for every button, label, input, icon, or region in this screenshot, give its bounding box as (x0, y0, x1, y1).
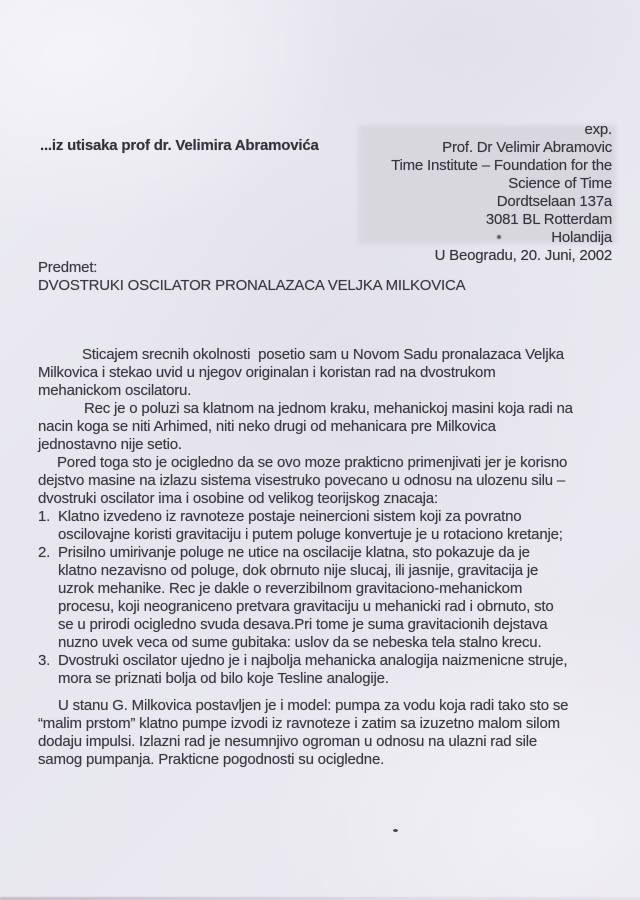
address-line: Dordtselaan 137a (496, 193, 612, 210)
text-line: U stanu G. Milkovica postavljen je i model: pumpa za vodu koja radi tako sto se (58, 697, 569, 714)
stray-dot-artifact (497, 235, 501, 239)
text-line: nacin koga se niti Arhimed, niti neko drugi od mehanicara pre Milkovica (38, 418, 496, 435)
paragraph (38, 346, 624, 400)
address-line: Science of Time (508, 175, 612, 192)
paragraph (38, 697, 624, 769)
text-line: dejstvo masine na izlazu sistema visestruko povecano u odnosu na ulozenu silu – (38, 472, 566, 489)
paragraph (38, 400, 624, 454)
paragraph (38, 454, 624, 508)
address-line: Prof. Dr Velimir Abramovic (442, 139, 612, 156)
text-line: Pored toga sto je ocigledno da se ovo moze prakticno primenjivati jer je korisno (57, 454, 568, 471)
text-line: Dvostruki oscilator ujedno je i najbolja mehanicka analogija naizmenicne struje, (58, 652, 568, 669)
subject-title: DVOSTRUKI OSCILATOR PRONALAZACA VELJKA MILKOVICA (38, 276, 466, 294)
text-line: jednostavno nije setio. (38, 436, 182, 453)
numbered-item (38, 544, 624, 652)
text-line: procesu, koji neograniceno pretvara gravitaciju u mehanicki rad i obrnuto, sto (58, 598, 554, 615)
text-line: oscilovajne koristi gravitaciju i putem poluge konvertuje je u rotaciono kretanje; (58, 526, 563, 543)
text-line: samog pumpanja. Prakticne pogodnosti su ocigledne. (38, 751, 385, 768)
text-line: Rec je o poluzi sa klatnom na jednom kraku, mehanickoj masini koja radi na (84, 400, 573, 417)
text-line: klatno nezavisno od poluge, dok obrnuto nije slucaj, ili jasnije, gravitacija je (58, 562, 539, 579)
text-line: Sticajem srecnih okolnosti posetio sam u Novom Sadu pronalazaca Veljka (82, 346, 564, 363)
item-number: 3. (38, 652, 51, 669)
item-number: 1. (38, 508, 51, 525)
text-line: “malim prstom” klatno pumpe izvodi iz ravnoteze i zatim sa izuzetno malom silom (38, 715, 560, 732)
numbered-item (38, 508, 624, 544)
address-exp-label: exp. (584, 121, 612, 138)
letter-body (38, 346, 624, 769)
numbered-item (38, 652, 624, 688)
address-line: Time Institute – Foundation for the (391, 157, 612, 174)
text-line: mehanickom oscilatoru. (38, 382, 192, 399)
text-line: dvostruki oscilator ima i osobine od velikog teorijskog znacaja: (38, 490, 438, 507)
address-line: 3081 BL Rotterdam (485, 211, 612, 228)
text-line: Milkovica i stekao uvid u njegov originalan i koristan rad na dvostrukom (38, 364, 496, 381)
text-line: se u prirodi ocigledno svuda desava.Pri tome je suma gravitacionih dejstava (58, 616, 548, 633)
address-line: Holandija (551, 229, 612, 246)
text-line: Klatno izvedeno iz ravnoteze postaje neinercioni sistem koji za povratno (58, 508, 522, 525)
sender-address-block (300, 121, 612, 265)
date-place-line: U Beogradu, 20. Juni, 2002 (434, 247, 612, 264)
text-line: mora se priznati bolja od bilo koje Tesline analogije. (58, 670, 389, 687)
text-line: nuzno uvek veca od sume gubitaka: uslov da se nebeska tela stalno krecu. (58, 634, 542, 651)
item-number: 2. (38, 544, 51, 561)
attribution-line: ...iz utisaka prof dr. Velimira Abramovića (40, 137, 319, 154)
text-line: uzrok mehanike. Rec je dakle o reverzibilnom gravitaciono-mehanickom (58, 580, 523, 597)
text-line: Prisilno umirivanje poluge ne utice na oscilacije klatna, sto pokazuje da je (58, 544, 530, 561)
subject-block (38, 259, 465, 294)
text-line: dodaju impulsi. Izlazni rad je nesumnjivo ogroman u odnosu na ulazni rad sile (38, 733, 538, 750)
subject-label: Predmet: (38, 259, 98, 276)
scan-speck-artifact (393, 829, 398, 832)
